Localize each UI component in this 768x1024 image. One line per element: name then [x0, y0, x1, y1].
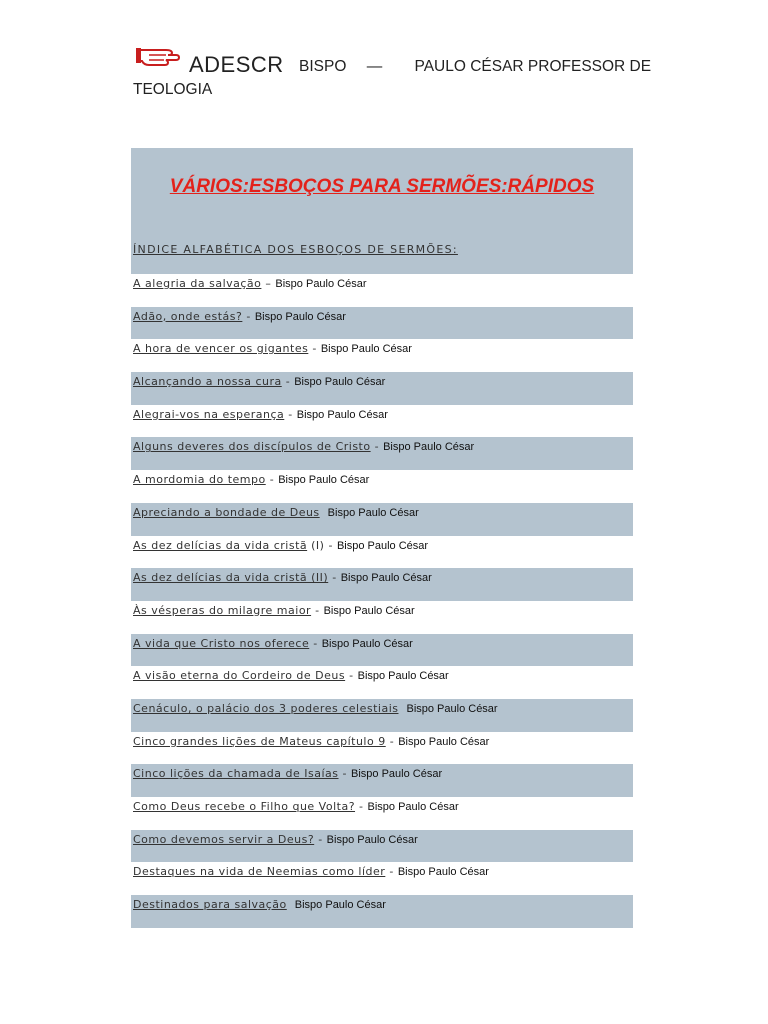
- list-item: [131, 895, 633, 928]
- list-item-content: [133, 375, 385, 388]
- list-item-content: [133, 408, 388, 421]
- content: [131, 148, 633, 928]
- list-item: [131, 274, 633, 307]
- author-name: Bispo Paulo César: [340, 572, 432, 585]
- author-name: Bispo Paulo César: [398, 735, 490, 748]
- author-name: Bispo Paulo César: [327, 506, 419, 519]
- sermon-link[interactable]: Destinados para salvação: [133, 898, 287, 912]
- list-item-content: [133, 800, 459, 813]
- list-item: [131, 405, 633, 438]
- list-item: [131, 339, 633, 372]
- separator: -: [328, 538, 333, 552]
- header-word-bispo: BISPO: [299, 58, 347, 75]
- list-item-content: [133, 571, 432, 584]
- list-item-content: [133, 342, 412, 355]
- index-heading: ÍNDICE ALFABÉTICA DOS ESBOÇOS DE SERMÕES:: [133, 243, 458, 256]
- header-dash: —: [366, 58, 383, 75]
- separator: -: [318, 832, 323, 846]
- list-item-content: [133, 506, 419, 519]
- sermon-link[interactable]: A hora de vencer os gigantes: [133, 342, 309, 356]
- list-item-content: [133, 735, 489, 748]
- list-item: [131, 437, 633, 470]
- list-item: [131, 862, 633, 895]
- separator: -: [312, 342, 317, 356]
- list-item: [131, 699, 633, 732]
- separator: -: [315, 603, 320, 617]
- author-name: Bispo Paulo César: [367, 801, 459, 813]
- list-item-content: [133, 767, 442, 780]
- sermon-link[interactable]: Como devemos servir a Deus?: [133, 832, 315, 846]
- list-item-content: [133, 637, 413, 650]
- list-item: [131, 732, 633, 765]
- list-item: [131, 634, 633, 667]
- sermon-link[interactable]: Adão, onde estás?: [133, 309, 243, 323]
- separator: -: [269, 473, 275, 487]
- sermon-link[interactable]: Como Deus recebe o Filho que Volta?: [133, 800, 356, 813]
- author-name: Bispo Paulo César: [336, 539, 429, 552]
- author-name: Bispo Paulo César: [294, 899, 386, 912]
- sermon-link[interactable]: Alcançando a nossa cura: [133, 375, 282, 389]
- author-name: Bispo Paulo César: [296, 408, 388, 421]
- document-header: [133, 44, 652, 99]
- list-item: [131, 568, 633, 601]
- separator: -: [389, 865, 394, 879]
- author-name: Bispo Paulo César: [326, 833, 418, 846]
- author-name: Bispo Paulo César: [397, 866, 489, 879]
- author-name: Bispo Paulo César: [321, 637, 413, 650]
- list-item-content: [133, 833, 418, 846]
- separator: –: [265, 277, 272, 290]
- separator: -: [285, 375, 291, 389]
- list-item-content: [133, 310, 346, 323]
- header-rest: PAULO CÉSAR PROFESSOR DE: [414, 58, 652, 75]
- separator: -: [349, 669, 354, 683]
- header-line-1: [133, 44, 652, 77]
- separator: -: [332, 571, 337, 585]
- sermon-link[interactable]: Às vésperas do milagre maior: [133, 603, 312, 617]
- main-title: VÁRIOS:ESBOÇOS PARA SERMÕES:RÁPIDOS: [169, 176, 595, 197]
- list-item-content: [133, 473, 369, 486]
- author-name: Bispo Paulo César: [357, 670, 449, 683]
- header-title: [299, 58, 651, 76]
- list-item: [131, 372, 633, 405]
- list-item-content: [133, 669, 449, 682]
- list-item-content: [133, 440, 474, 453]
- list-item: [131, 536, 633, 569]
- author-name: Bispo Paulo César: [254, 310, 346, 323]
- sermon-link[interactable]: Cenáculo, o palácio dos 3 poderes celestiais: [133, 701, 399, 715]
- separator: -: [359, 800, 364, 813]
- list-item-content: [133, 539, 428, 552]
- list-item: [131, 666, 633, 699]
- list-item: [131, 830, 633, 863]
- list-item-content: [133, 865, 489, 878]
- list-item: [131, 307, 633, 340]
- separator: -: [246, 309, 251, 323]
- list-item: [131, 764, 633, 797]
- list-item: [131, 797, 633, 830]
- author-name: Bispo Paulo César: [406, 702, 498, 715]
- title-block: [131, 148, 633, 274]
- list-item-content: [133, 277, 367, 290]
- sermon-link[interactable]: A visão eterna do Cordeiro de Deus: [133, 669, 346, 683]
- sermon-link[interactable]: Cinco lições da chamada de Isaías: [133, 767, 339, 781]
- header-line-2: TEOLOGIA: [133, 81, 213, 98]
- list-item: [131, 503, 633, 536]
- sermon-link[interactable]: Apreciando a bondade de Deus: [133, 505, 320, 519]
- author-name: Bispo Paulo César: [275, 278, 367, 290]
- list-item: [131, 470, 633, 503]
- author-name: Bispo Paulo César: [323, 604, 415, 617]
- author-name: Bispo Paulo César: [294, 376, 386, 389]
- sermon-link[interactable]: As dez delícias da vida cristã: [133, 538, 308, 552]
- separator: -: [313, 636, 318, 650]
- separator: -: [288, 407, 293, 421]
- brand-name: ADESCR: [189, 52, 284, 77]
- sermon-link[interactable]: Alegrai-vos na esperança: [133, 407, 285, 421]
- sermon-link[interactable]: A vida que Cristo nos oferece: [133, 636, 310, 650]
- sermon-link[interactable]: Destaques na vida de Neemias como líder: [133, 865, 386, 879]
- sermon-link[interactable]: Alguns deveres dos discípulos de Cristo: [133, 440, 371, 454]
- sermon-link[interactable]: A mordomia do tempo: [133, 473, 266, 487]
- author-name: Bispo Paulo César: [278, 474, 370, 487]
- list-item-content: [133, 898, 386, 911]
- sermon-link[interactable]: As dez delícias da vida cristã (II): [133, 571, 329, 585]
- author-name: Bispo Paulo César: [351, 768, 443, 781]
- list-item-content: [133, 702, 498, 715]
- list-item-content: [133, 604, 415, 617]
- author-name: Bispo Paulo César: [383, 441, 475, 454]
- separator: -: [374, 440, 380, 454]
- sermon-link[interactable]: Cinco grandes lições de Mateus capítulo 9: [133, 734, 386, 748]
- list-item: [131, 601, 633, 634]
- separator: -: [389, 734, 395, 748]
- pointing-hand-icon: [136, 44, 180, 68]
- sermon-link[interactable]: A alegria da salvação: [133, 277, 262, 290]
- author-name: Bispo Paulo César: [320, 343, 412, 356]
- sermon-list: [131, 274, 633, 928]
- separator: -: [342, 767, 347, 781]
- sermon-suffix: (I): [307, 538, 325, 552]
